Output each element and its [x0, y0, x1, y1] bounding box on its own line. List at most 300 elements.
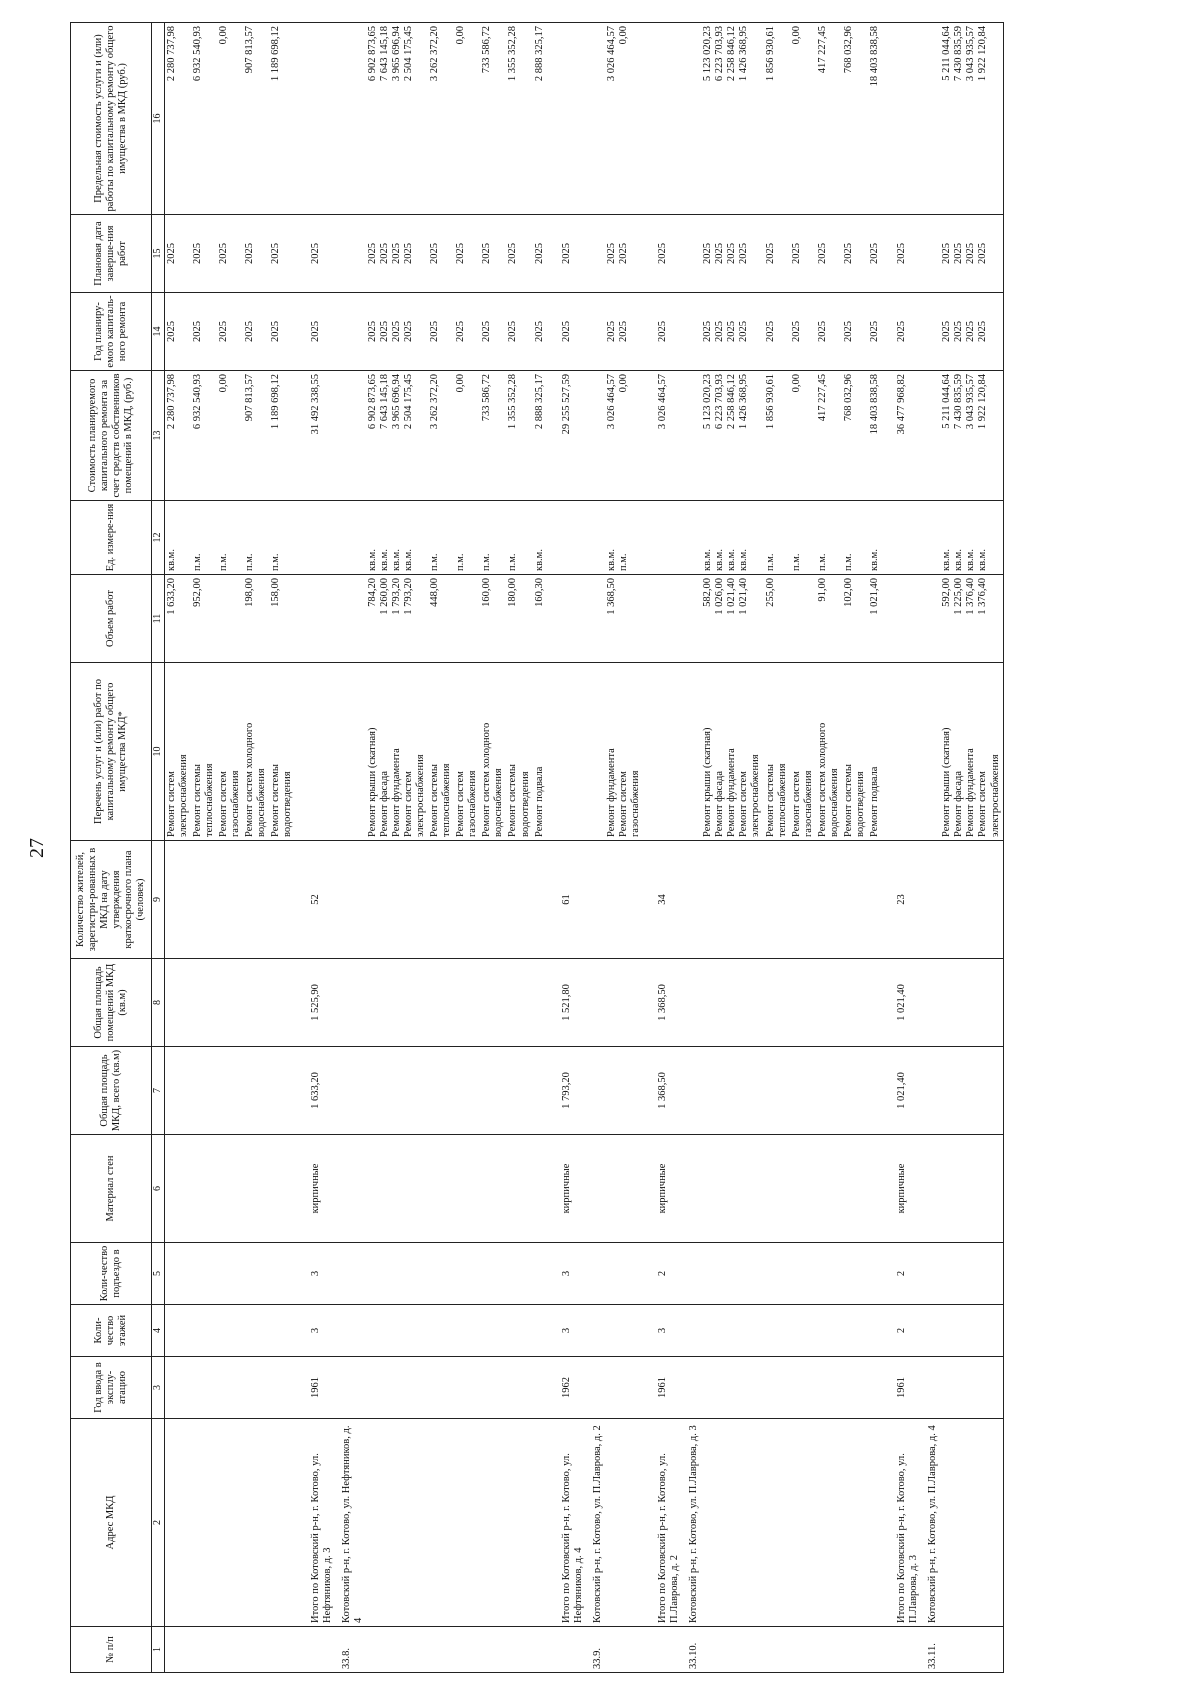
cell-col-1: [296, 1627, 340, 1673]
cell-col-6: [243, 1135, 269, 1243]
cell-col-1: [366, 1627, 428, 1673]
table-row-address: [591, 23, 605, 1673]
cell-col-6: [605, 1135, 643, 1243]
cell-line: 2025: [605, 243, 617, 264]
cell-col-12: [790, 501, 816, 575]
cell-col-14: [217, 293, 243, 371]
cell-line: 2025: [366, 321, 378, 342]
cell-col-15: [591, 215, 605, 293]
cell-text: 33.8.: [340, 1648, 352, 1669]
cell-col-2: [428, 1419, 454, 1627]
cell-col-4: [191, 1305, 217, 1357]
cell-line: 3 026 464,57: [657, 374, 668, 430]
cell-col-7: [243, 1047, 269, 1135]
cell-col-15: [217, 215, 243, 293]
table-row-total: [296, 23, 340, 1673]
cell-col-4: [605, 1305, 643, 1357]
cell-col-14: [643, 293, 687, 371]
cell-col-13: [533, 371, 547, 501]
cell-text: Котовский р-н, г. Котово, ул. П.Лаврова, д. 4: [927, 1425, 939, 1623]
cell-line: Ремонт фасада: [953, 770, 965, 837]
cell-col-11: [269, 575, 295, 663]
cell-line: 6 932 540,93: [192, 26, 203, 82]
cell-col-11: [217, 575, 243, 663]
table-row-work: [428, 23, 454, 1673]
table-row-work: [480, 23, 506, 1673]
cell-line: 2025: [507, 321, 519, 342]
cell-line: 2025: [390, 243, 402, 264]
cell-col-8: [366, 959, 428, 1047]
cell-col-3: [547, 1357, 591, 1419]
cell-text: 1 368,50: [657, 984, 668, 1021]
cell-col-15: [480, 215, 506, 293]
cell-col-13: [816, 371, 842, 501]
cell-col-13: [643, 371, 687, 501]
cell-line: 2025: [165, 243, 177, 264]
cell-line: 5 123 020,23: [702, 374, 714, 430]
cell-col-4: [340, 1305, 366, 1357]
cell-line: 2025: [165, 321, 177, 342]
cell-line: 1 376,40: [977, 578, 989, 615]
cell-line: Ремонт фундамента: [965, 748, 977, 837]
column-header-14: Год планиру-емого капиталь-ного ремонта: [71, 293, 152, 371]
cell-col-11: [868, 575, 882, 663]
cell-line: 768 032,96: [842, 374, 854, 422]
column-number-2: 2: [152, 1419, 165, 1627]
repair-plan-table: [70, 22, 1004, 1673]
cell-line: Ремонт систем холодного: [481, 722, 493, 837]
cell-line: 0,00: [790, 374, 802, 393]
cell-col-14: [428, 293, 454, 371]
cell-line: 2025: [657, 321, 668, 342]
cell-line: 7 643 145,18: [378, 374, 390, 430]
cell-col-9: [842, 841, 868, 959]
cell-line: 198,00: [244, 578, 256, 607]
cell-col-10: [296, 663, 340, 841]
cell-col-9: [366, 841, 428, 959]
cell-line: 1 225,00: [953, 578, 965, 615]
cell-col-2: [882, 1419, 926, 1627]
cell-text: 2: [657, 1270, 668, 1277]
cell-col-7: [591, 1047, 605, 1135]
cell-text: 1 521,80: [560, 984, 572, 1021]
cell-col-12: [243, 501, 269, 575]
cell-col-4: [164, 1305, 191, 1357]
cell-col-13: [480, 371, 506, 501]
cell-col-9: [868, 841, 882, 959]
cell-line: 2025: [481, 243, 493, 264]
cell-col-9: [480, 841, 506, 959]
cell-col-12: [191, 501, 217, 575]
cell-line: 0,00: [617, 374, 629, 393]
cell-col-9: [687, 841, 701, 959]
cell-col-14: [243, 293, 269, 371]
cell-col-15: [687, 215, 701, 293]
cell-col-13: [243, 371, 269, 501]
cell-col-6: [164, 1135, 191, 1243]
cell-col-4: [926, 1305, 940, 1357]
cell-line: Ремонт систем: [617, 771, 629, 837]
cell-text: 1 021,40: [896, 984, 908, 1021]
cell-line: кв.м.: [702, 549, 714, 571]
cell-col-6: [764, 1135, 790, 1243]
cell-line: 2025: [366, 243, 378, 264]
cell-col-11: [366, 575, 428, 663]
cell-text: 1 793,20: [560, 1072, 572, 1109]
cell-col-3: [480, 1357, 506, 1419]
cell-line: теплоснабжения: [776, 763, 788, 837]
cell-col-2: [591, 1419, 605, 1627]
cell-col-10: [217, 663, 243, 841]
cell-col-8: [533, 959, 547, 1047]
cell-col-4: [454, 1305, 480, 1357]
cell-col-11: [687, 575, 701, 663]
cell-line: 2025: [429, 243, 441, 264]
cell-line: 2025: [896, 321, 908, 342]
cell-text: Итого по Котовский р-н, г. Котово, ул. П.Лаврова, д. 3: [896, 1453, 920, 1623]
cell-col-11: [605, 575, 643, 663]
cell-line: Ремонт подвала: [869, 766, 880, 837]
table-row-address: [687, 23, 701, 1673]
cell-line: 6 223 703,93: [714, 374, 726, 430]
cell-col-9: [643, 841, 687, 959]
cell-line: 2025: [738, 321, 750, 342]
cell-col-13: [764, 371, 790, 501]
cell-col-3: [296, 1357, 340, 1419]
cell-text: 33.9.: [591, 1648, 603, 1669]
cell-col-1: [816, 1627, 842, 1673]
cell-line: 2 504 175,45: [402, 26, 414, 82]
cell-col-15: [816, 215, 842, 293]
cell-col-6: [687, 1135, 701, 1243]
table-row-address: [926, 23, 940, 1673]
cell-line: 417 227,45: [816, 26, 828, 74]
cell-line: 0,00: [455, 26, 467, 45]
cell-line: Ремонт систем: [165, 771, 177, 837]
cell-col-2: [533, 1419, 547, 1627]
cell-text: 52: [309, 894, 321, 905]
cell-line: Ремонт крыши (скатная): [366, 727, 378, 837]
cell-col-1: [243, 1627, 269, 1673]
cell-col-15: [701, 215, 763, 293]
cell-col-8: [643, 959, 687, 1047]
column-number-8: 8: [152, 959, 165, 1047]
cell-col-16: [643, 23, 687, 215]
cell-line: 2025: [790, 321, 802, 342]
cell-col-4: [790, 1305, 816, 1357]
cell-col-3: [164, 1357, 191, 1419]
cell-col-1: [191, 1627, 217, 1673]
cell-col-6: [868, 1135, 882, 1243]
cell-col-7: [428, 1047, 454, 1135]
cell-col-3: [643, 1357, 687, 1419]
cell-line: 2025: [455, 321, 467, 342]
cell-col-4: [428, 1305, 454, 1357]
column-number-4: 4: [152, 1305, 165, 1357]
cell-col-5: [868, 1243, 882, 1305]
cell-col-6: [816, 1135, 842, 1243]
cell-line: 2025: [714, 243, 726, 264]
cell-line: 2025: [977, 243, 989, 264]
cell-col-5: [454, 1243, 480, 1305]
cell-col-7: [701, 1047, 763, 1135]
cell-line: 2025: [965, 243, 977, 264]
cell-col-12: [591, 501, 605, 575]
cell-col-9: [340, 841, 366, 959]
cell-col-5: [191, 1243, 217, 1305]
cell-col-8: [296, 959, 340, 1047]
table-row-work: [164, 23, 191, 1673]
cell-col-7: [926, 1047, 940, 1135]
cell-col-6: [217, 1135, 243, 1243]
cell-line: кв.м.: [941, 549, 953, 571]
cell-text: кирпичные: [309, 1163, 321, 1214]
cell-col-11: [547, 575, 591, 663]
cell-col-10: [926, 663, 940, 841]
cell-col-14: [816, 293, 842, 371]
cell-line: 2025: [617, 243, 629, 264]
cell-col-16: [164, 23, 191, 215]
cell-line: 6 902 873,65: [366, 26, 378, 82]
cell-col-16: [790, 23, 816, 215]
cell-text: Котовский р-н, г. Котово, ул. П.Лаврова, д. 3: [688, 1425, 700, 1623]
cell-col-6: [533, 1135, 547, 1243]
cell-col-2: [926, 1419, 940, 1627]
cell-line: 0,00: [790, 26, 802, 45]
column-header-1: № п/п: [71, 1627, 152, 1673]
cell-col-5: [340, 1243, 366, 1305]
cell-line: кв.м.: [869, 549, 880, 571]
cell-col-10: [547, 663, 591, 841]
column-number-13: 13: [152, 371, 165, 501]
cell-line: теплоснабжения: [204, 763, 216, 837]
table-row-work: [454, 23, 480, 1673]
cell-col-3: [533, 1357, 547, 1419]
cell-text: Котовский р-н, г. Котово, ул. П.Лаврова, д. 2: [591, 1425, 603, 1623]
cell-line: 2 280 737,98: [165, 374, 177, 430]
cell-line: 2025: [842, 321, 854, 342]
cell-text: 1 368,50: [657, 1072, 668, 1109]
cell-col-10: [816, 663, 842, 841]
cell-col-12: [940, 501, 1003, 575]
cell-col-11: [454, 575, 480, 663]
cell-line: водоснабжения: [256, 768, 268, 837]
column-header-13: Стоимость планируемого капитального ремонта за счет средств собственников помещений в МКД, (руб.): [71, 371, 152, 501]
cell-col-14: [842, 293, 868, 371]
cell-col-12: [926, 501, 940, 575]
column-number-14: 14: [152, 293, 165, 371]
column-number-11: 11: [152, 575, 165, 663]
cell-col-10: [454, 663, 480, 841]
cell-col-3: [428, 1357, 454, 1419]
cell-col-15: [882, 215, 926, 293]
cell-col-8: [547, 959, 591, 1047]
cell-col-3: [868, 1357, 882, 1419]
cell-col-12: [816, 501, 842, 575]
cell-col-5: [296, 1243, 340, 1305]
cell-col-1: [454, 1627, 480, 1673]
cell-col-1: [269, 1627, 295, 1673]
cell-col-8: [340, 959, 366, 1047]
cell-col-2: [191, 1419, 217, 1627]
cell-col-15: [454, 215, 480, 293]
cell-col-15: [428, 215, 454, 293]
cell-line: 2025: [953, 243, 965, 264]
cell-col-4: [217, 1305, 243, 1357]
cell-line: 1 922 120,84: [977, 26, 989, 82]
cell-col-16: [506, 23, 532, 215]
cell-line: кв.м.: [390, 549, 402, 571]
cell-col-12: [506, 501, 532, 575]
cell-col-12: [882, 501, 926, 575]
rotated-page: [26, 23, 1160, 1673]
cell-col-2: [164, 1419, 191, 1627]
cell-col-12: [217, 501, 243, 575]
cell-col-14: [454, 293, 480, 371]
cell-col-4: [643, 1305, 687, 1357]
cell-col-5: [764, 1243, 790, 1305]
cell-col-10: [428, 663, 454, 841]
column-header-2: Адрес МКД: [71, 1419, 152, 1627]
cell-col-5: [701, 1243, 763, 1305]
cell-col-12: [480, 501, 506, 575]
cell-line: Ремонт крыши (скатная): [941, 727, 953, 837]
cell-col-4: [533, 1305, 547, 1357]
cell-col-6: [842, 1135, 868, 1243]
cell-line: Ремонт системы: [842, 764, 854, 837]
cell-line: п.м.: [842, 553, 854, 571]
cell-line: 3 965 696,94: [390, 26, 402, 82]
cell-col-2: [454, 1419, 480, 1627]
cell-col-1: [868, 1627, 882, 1673]
cell-line: 2025: [617, 321, 629, 342]
cell-col-5: [547, 1243, 591, 1305]
cell-line: 0,00: [218, 26, 230, 45]
cell-col-10: [340, 663, 366, 841]
cell-line: кв.м.: [366, 549, 378, 571]
cell-line: водоотведения: [282, 771, 294, 837]
cell-col-15: [790, 215, 816, 293]
cell-line: 3 043 935,57: [965, 26, 977, 82]
cell-line: 2025: [270, 321, 282, 342]
cell-col-12: [296, 501, 340, 575]
cell-col-6: [454, 1135, 480, 1243]
cell-col-14: [296, 293, 340, 371]
cell-col-6: [296, 1135, 340, 1243]
cell-col-4: [842, 1305, 868, 1357]
cell-col-15: [340, 215, 366, 293]
cell-line: п.м.: [481, 553, 493, 571]
cell-col-7: [296, 1047, 340, 1135]
cell-text: Итого по Котовский р-н, г. Котово, ул. П.Лаврова, д. 2: [657, 1453, 681, 1623]
cell-text: 1962: [560, 1377, 572, 1398]
cell-col-7: [842, 1047, 868, 1135]
cell-text: 1 633,20: [309, 1072, 321, 1109]
cell-line: Ремонт систем: [455, 771, 467, 837]
table-row-total: [547, 23, 591, 1673]
table-row-work: [940, 23, 1003, 1673]
cell-col-11: [940, 575, 1003, 663]
cell-col-13: [217, 371, 243, 501]
cell-col-2: [269, 1419, 295, 1627]
cell-line: кв.м.: [714, 549, 726, 571]
cell-col-2: [816, 1419, 842, 1627]
cell-line: 2025: [378, 243, 390, 264]
cell-col-10: [605, 663, 643, 841]
cell-col-12: [868, 501, 882, 575]
cell-col-12: [366, 501, 428, 575]
cell-col-3: [701, 1357, 763, 1419]
cell-col-14: [591, 293, 605, 371]
table-row-work: [217, 23, 243, 1673]
cell-col-8: [243, 959, 269, 1047]
cell-col-8: [868, 959, 882, 1047]
cell-col-16: [217, 23, 243, 215]
cell-line: 2025: [941, 243, 953, 264]
cell-col-1: [605, 1627, 643, 1673]
cell-col-9: [764, 841, 790, 959]
cell-col-12: [687, 501, 701, 575]
cell-line: 1 856 930,61: [764, 26, 776, 82]
cell-col-15: [643, 215, 687, 293]
cell-col-1: [790, 1627, 816, 1673]
cell-col-6: [591, 1135, 605, 1243]
cell-line: 2025: [869, 321, 880, 342]
cell-col-12: [643, 501, 687, 575]
cell-col-6: [340, 1135, 366, 1243]
cell-line: 2025: [977, 321, 989, 342]
cell-col-11: [506, 575, 532, 663]
cell-line: 582,00: [702, 578, 714, 607]
cell-col-6: [926, 1135, 940, 1243]
cell-line: 2025: [390, 321, 402, 342]
cell-line: 31 492 338,55: [309, 374, 321, 435]
column-header-7: Общая площадь МКД, всего (кв.м): [71, 1047, 152, 1135]
cell-line: Ремонт систем: [738, 771, 750, 837]
cell-line: газоснабжения: [230, 770, 242, 837]
cell-col-4: [547, 1305, 591, 1357]
cell-line: Ремонт систем: [977, 771, 989, 837]
cell-line: 102,00: [842, 578, 854, 607]
cell-col-14: [940, 293, 1003, 371]
cell-col-10: [366, 663, 428, 841]
cell-col-14: [164, 293, 191, 371]
cell-line: 2025: [816, 321, 828, 342]
cell-col-8: [217, 959, 243, 1047]
cell-col-16: [842, 23, 868, 215]
table-row-work: [816, 23, 842, 1673]
cell-col-9: [882, 841, 926, 959]
cell-col-14: [533, 293, 547, 371]
cell-line: 2025: [533, 321, 545, 342]
cell-col-3: [269, 1357, 295, 1419]
cell-col-13: [296, 371, 340, 501]
column-header-10: Перечень услуг и (или) работ по капитальному ремонту общего имущества МКД*: [71, 663, 152, 841]
cell-col-14: [701, 293, 763, 371]
cell-line: п.м.: [270, 553, 282, 571]
cell-line: газоснабжения: [467, 770, 479, 837]
cell-col-13: [547, 371, 591, 501]
column-number-12: 12: [152, 501, 165, 575]
cell-text: 3: [560, 1270, 572, 1277]
cell-col-4: [816, 1305, 842, 1357]
cell-col-6: [269, 1135, 295, 1243]
cell-col-3: [591, 1357, 605, 1419]
cell-col-7: [687, 1047, 701, 1135]
cell-line: 768 032,96: [842, 26, 854, 74]
cell-text: Итого по Котовский р-н, г. Котово, ул. Нефтяников, д. 4: [560, 1453, 584, 1623]
cell-col-14: [547, 293, 591, 371]
